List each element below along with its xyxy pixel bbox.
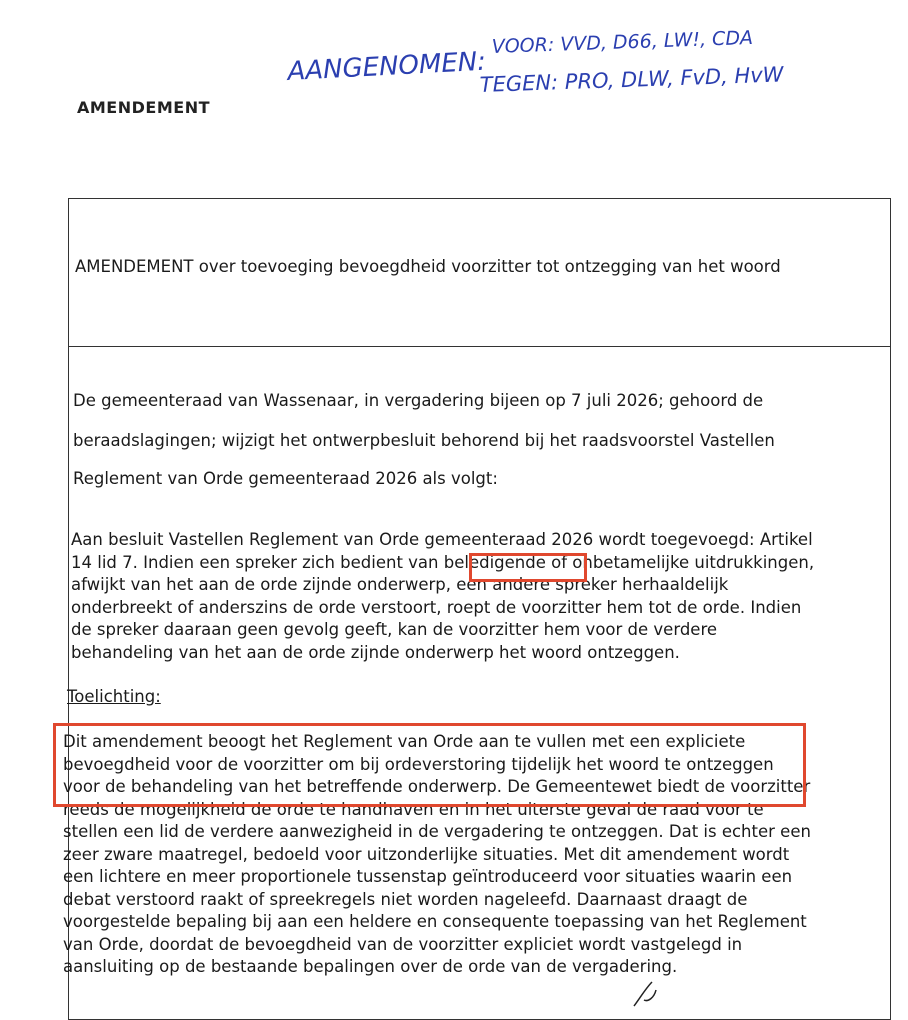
toelichting-line: een lichtere en meer proportionele tussenstap geïntroduceerd voor situaties waarin een [63, 867, 793, 886]
amendment-line: afwijkt van het aan de orde zijnde onderwerp, een andere spreker herhaaldelijk [71, 575, 729, 594]
toelichting-line: bevoegdheid voor de voorzitter om bij ordeverstoring tijdelijk het woord te ontzeggen [63, 754, 774, 774]
preamble-line: Reglement van Orde gemeenteraad 2026 als volgt: [73, 469, 498, 488]
toelichting-line: debat verstoord raakt of spreekregels niet worden nageleefd. Daarnaast draagt de [63, 889, 748, 909]
toelichting-line: aansluiting op de bestaande bepalingen over de orde van de vergadering. [63, 957, 678, 976]
amendment-line: behandeling van het aan de orde zijnde onderwerp het woord ontzeggen. [71, 642, 680, 662]
toelichting-line: van Orde, doordat de bevoegdheid van de voorzitter expliciet wordt vastgelegd in [63, 934, 743, 954]
handwritten-vote-note [0, 0, 908, 110]
page-heading: AMENDEMENT [77, 98, 210, 117]
amendment-line: 14 lid 7. Indien een spreker zich bedient van beledigende of onbetamelijke uitdrukkingen, [71, 552, 815, 572]
amendment-frame [63, 198, 891, 1020]
toelichting-line: stellen een lid de verdere aanwezigheid in de vergadering te ontzeggen. Dat is echter een [63, 822, 811, 841]
amendment-line: onderbreekt of anderszins de orde verstoort, roept de voorzitter hem tot de orde. Indien [71, 597, 802, 617]
pen-mark-icon [630, 980, 670, 1008]
toelichting-line: voorgestelde bepaling bij aan een heldere en consequente toepassing van het Reglement [63, 912, 807, 931]
toelichting-line: reeds de mogelijkheid de orde te handhaven en in het uiterste geval de raad voor te [63, 799, 764, 819]
amendment-title: AMENDEMENT over toevoeging bevoegdheid voorzitter tot ontzegging van het woord [75, 257, 781, 276]
preamble-line: beraadslagingen; wijzigt het ontwerpbesluit behorend bij het raadsvoorstel Vastellen [73, 431, 775, 450]
toelichting-label: Toelichting: [67, 687, 161, 706]
handwritten-voor: VOOR: VVD, D66, LW!, CDA [491, 26, 754, 58]
toelichting-line: voor de behandeling van het betreffende onderwerp. De Gemeentewet biedt de voorzitter [63, 777, 811, 796]
highlight-toelichting-intro [53, 723, 806, 807]
frame-divider [69, 346, 890, 347]
highlight-beledigende [469, 553, 587, 582]
toelichting-line: zeer zware maatregel, bedoeld voor uitzonderlijke situaties. Met dit amendement wordt [63, 844, 790, 864]
amendment-line: de spreker daaraan geen gevolg geeft, kan de voorzitter hem voor de verdere [71, 620, 718, 639]
amendment-text [71, 529, 883, 664]
handwritten-status: AANGENOMEN: [286, 46, 487, 87]
handwritten-tegen: TEGEN: PRO, DLW, FvD, HvW [479, 62, 784, 97]
toelichting-line: Dit amendement beoogt het Reglement van Orde aan te vullen met een expliciete [63, 732, 746, 751]
preamble-line: De gemeenteraad van Wassenaar, in vergadering bijeen op 7 juli 2026; gehoord de [73, 391, 764, 410]
amendment-line: Aan besluit Vastellen Reglement van Orde gemeenteraad 2026 wordt toegevoegd: Artikel [71, 530, 813, 549]
